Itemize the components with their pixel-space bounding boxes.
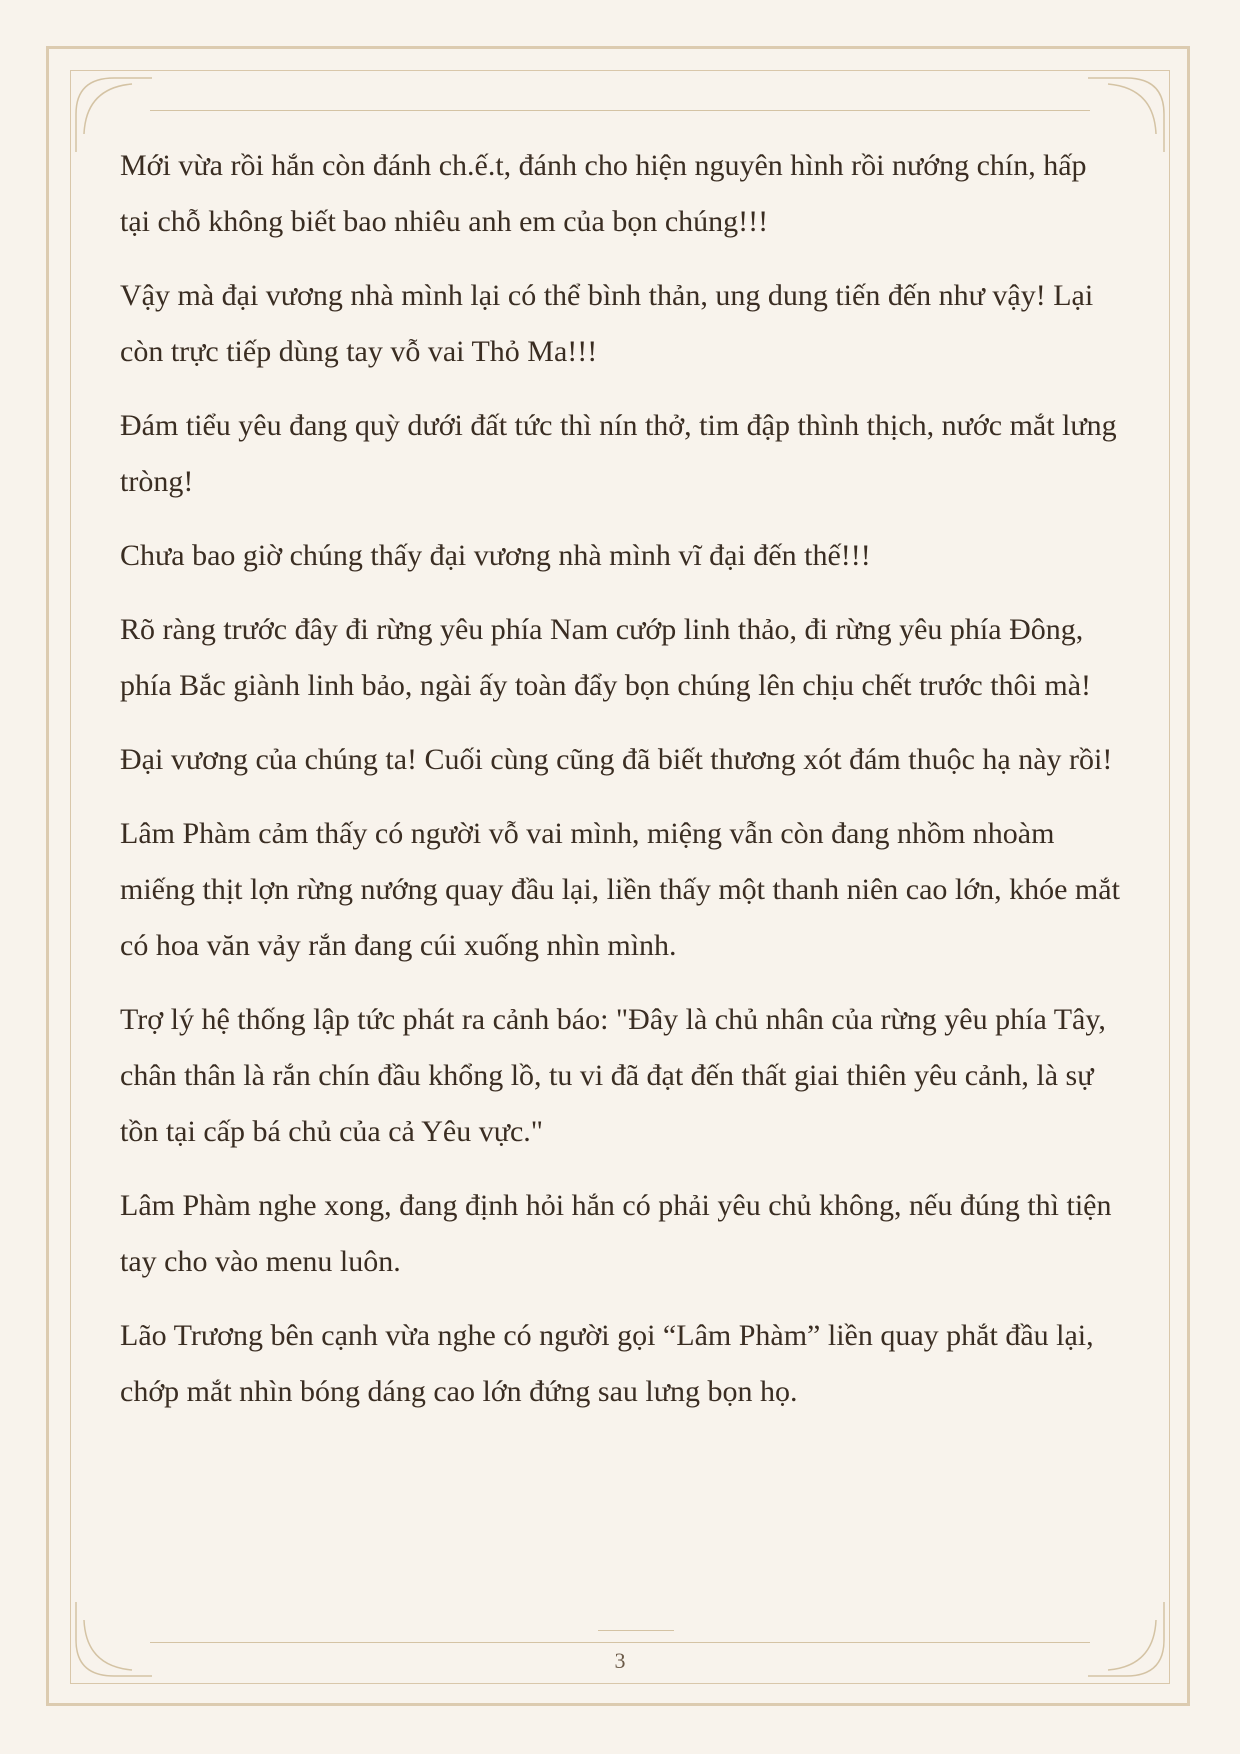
paragraph: Lâm Phàm nghe xong, đang định hỏi hắn có phải yêu chủ không, nếu đúng thì tiện tay cho vào menu luôn. (120, 1189, 1112, 1278)
paragraph: Mới vừa rồi hắn còn đánh ch.ế.t, đánh cho hiện nguyên hình rồi nướng chín, hấp tại chỗ không biết bao nhiêu anh em của bọn chúng!!! (120, 149, 1087, 238)
page-number-rule (598, 1630, 674, 1631)
paragraph: Rõ ràng trước đây đi rừng yêu phía Nam cướp linh thảo, đi rừng yêu phía Đông, phía Bắc giành linh bảo, ngài ấy toàn đẩy bọn chúng lên chịu chết trước thôi mà! (120, 613, 1092, 702)
page-number: 3 (614, 1648, 626, 1673)
body-text (120, 138, 1120, 1438)
footer-rule (150, 1642, 1090, 1643)
paragraph: Lão Trương bên cạnh vừa nghe có người gọi “Lâm Phàm” liền quay phắt đầu lại, chớp mắt nhìn bóng dáng cao lớn đứng sau lưng bọn họ. (120, 1319, 1094, 1408)
header-rule (150, 110, 1090, 111)
paragraph: Trợ lý hệ thống lập tức phát ra cảnh báo: "Đây là chủ nhân của rừng yêu phía Tây, chân thân là rắn chín đầu khổng lồ, tu vi đã đạt đến thất giai thiên yêu cảnh, là sự tồn tại cấp bá chủ của cả Yêu vực." (120, 1003, 1106, 1148)
paragraph: Đại vương của chúng ta! Cuối cùng cũng đã biết thương xót đám thuộc hạ này rồi! (120, 743, 1113, 776)
paragraph: Chưa bao giờ chúng thấy đại vương nhà mình vĩ đại đến thế!!! (120, 539, 871, 572)
paragraph: Vậy mà đại vương nhà mình lại có thể bình thản, ung dung tiến đến như vậy! Lại còn trực tiếp dùng tay vỗ vai Thỏ Ma!!! (120, 279, 1094, 368)
paragraph: Lâm Phàm cảm thấy có người vỗ vai mình, miệng vẫn còn đang nhồm nhoàm miếng thịt lợn rừng nướng quay đầu lại, liền thấy một thanh niên cao lớn, khóe mắt có hoa văn vảy rắn đang cúi xuống nhìn mình. (120, 817, 1120, 962)
paragraph: Đám tiểu yêu đang quỳ dưới đất tức thì nín thở, tim đập thình thịch, nước mắt lưng tròng! (120, 409, 1117, 498)
